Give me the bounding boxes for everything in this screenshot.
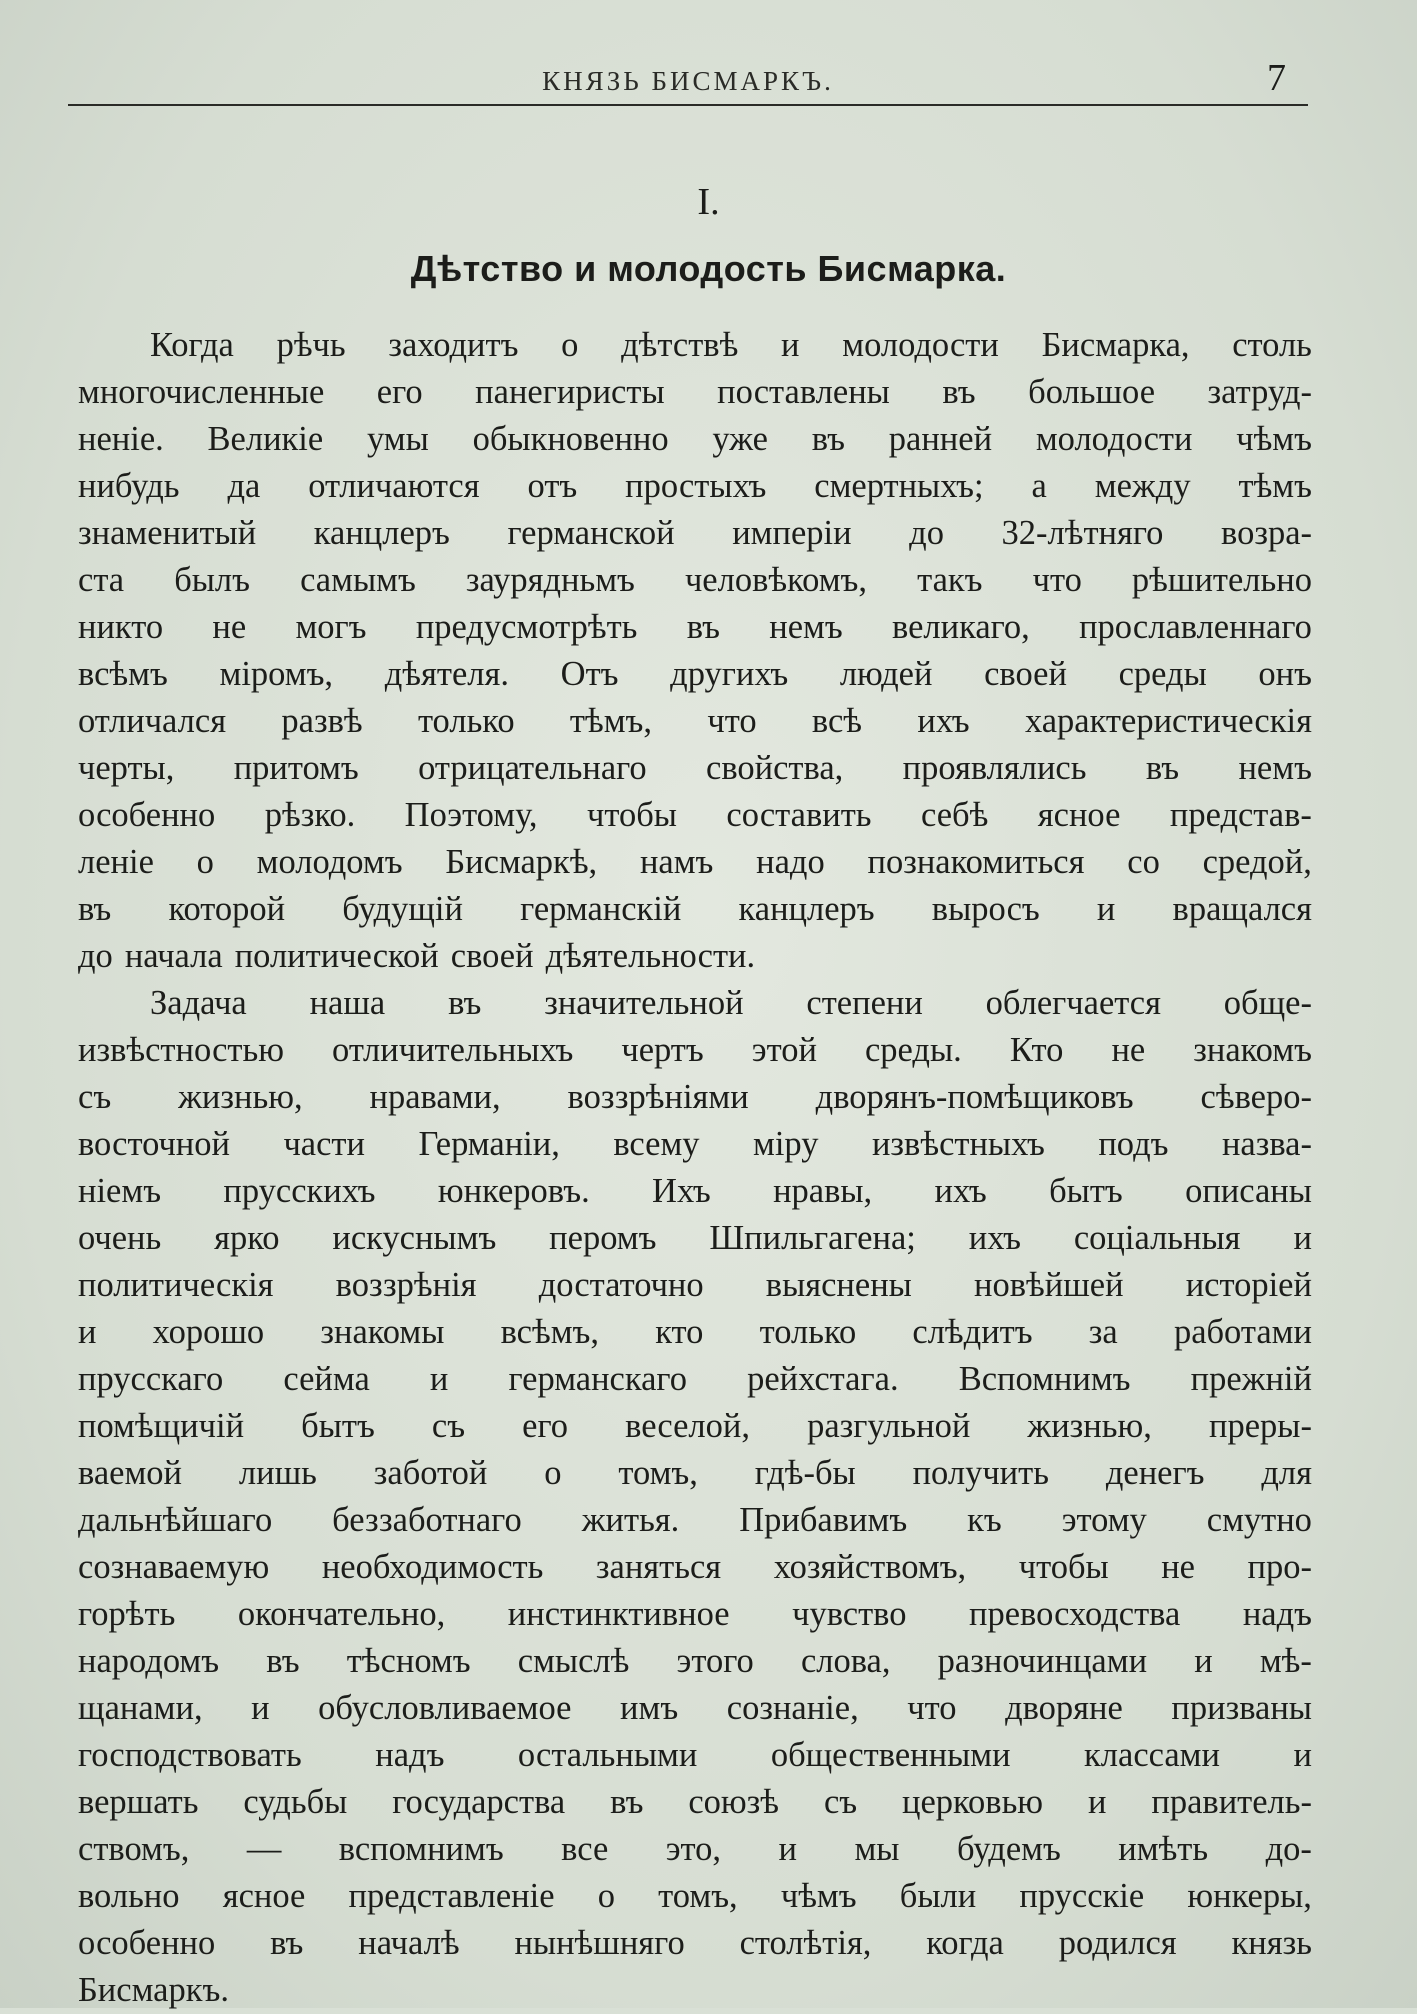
text-line: господствовать надъ остальными общественными классами и bbox=[78, 1736, 1312, 1774]
text-line: ста былъ самымъ заурядньмъ человѣкомъ, такъ что рѣшительно bbox=[78, 561, 1312, 599]
text-line: многочисленные его панегиристы поставлены въ большое затруд- bbox=[78, 373, 1312, 411]
text-line: и хорошо знакомы всѣмъ, кто только слѣдитъ за работами bbox=[78, 1313, 1312, 1351]
text-line: дальнѣйшаго беззаботнаго житья. Прибавимъ къ этому смутно bbox=[78, 1501, 1312, 1539]
text-line: народомъ въ тѣсномъ смыслѣ этого слова, разночинцами и мѣ- bbox=[78, 1642, 1312, 1680]
text-line: до начала политической своей дѣятельности. bbox=[78, 937, 756, 975]
chapter-title: Дѣтство и молодость Бисмарка. bbox=[410, 248, 1007, 289]
text-line: политическія воззрѣнія достаточно выяснены новѣйшей исторіей bbox=[78, 1266, 1312, 1304]
text-line: горѣть окончательно, инстинктивное чувство превосходства надъ bbox=[78, 1595, 1312, 1633]
text-line: черты, притомъ отрицательнаго свойства, проявлялись въ немъ bbox=[78, 749, 1312, 787]
text-line: ствомъ, — вспомнимъ все это, и мы будемъ имѣть до- bbox=[78, 1830, 1312, 1868]
body-text bbox=[78, 322, 1312, 2014]
text-line: никто не могъ предусмотрѣть въ немъ великаго, прославленнаго bbox=[78, 608, 1312, 646]
text-line: всѣмъ міромъ, дѣятеля. Отъ другихъ людей своей среды онъ bbox=[78, 655, 1312, 693]
page-number: 7 bbox=[1267, 57, 1286, 99]
text-line: извѣстностью отличительныхъ чертъ этой среды. Кто не знакомъ bbox=[78, 1031, 1312, 1069]
text-line: особенно въ началѣ нынѣшняго столѣтія, когда родился князь bbox=[78, 1924, 1312, 1962]
text-line: леніе о молодомъ Бисмаркѣ, намъ надо познакомиться со средой, bbox=[78, 843, 1312, 881]
text-line: сознаваемую необходимость заняться хозяйствомъ, чтобы не про- bbox=[78, 1548, 1312, 1586]
text-line: очень ярко искуснымъ перомъ Шпильгагена; ихъ соціальныя и bbox=[78, 1219, 1312, 1257]
text-line: съ жизнью, нравами, воззрѣніями дворянъ-помѣщиковъ сѣверо- bbox=[78, 1078, 1312, 1116]
chapter-number: I. bbox=[697, 181, 720, 223]
running-title: КНЯЗЬ БИСМАРКЪ. bbox=[542, 66, 834, 96]
text-line: прусскаго сейма и германскаго рейхстага. Вспомнимъ прежній bbox=[78, 1360, 1312, 1398]
text-line: Бисмаркъ. bbox=[78, 1971, 229, 2009]
text-line: въ которой будущій германскій канцлеръ выросъ и вращался bbox=[78, 890, 1312, 928]
text-line: щанами, и обусловливаемое имъ сознаніе, что дворяне призваны bbox=[78, 1689, 1312, 1727]
text-line: восточной части Германіи, всему міру извѣстныхъ подъ назва- bbox=[78, 1125, 1312, 1163]
text-line: Когда рѣчь заходитъ о дѣтствѣ и молодости Бисмарка, столь bbox=[150, 326, 1312, 364]
text-line: особенно рѣзко. Поэтому, чтобы составить себѣ ясное представ- bbox=[78, 796, 1312, 834]
text-line: помѣщичій бытъ съ его веселой, разгульной жизнью, преры- bbox=[78, 1407, 1312, 1445]
text-line: знаменитый канцлеръ германской имперіи до 32-лѣтняго возра- bbox=[78, 514, 1312, 552]
text-line: вершать судьбы государства въ союзѣ съ церковью и правитель- bbox=[78, 1783, 1312, 1821]
text-line: отличался развѣ только тѣмъ, что всѣ ихъ характеристическія bbox=[78, 702, 1312, 740]
text-line: неніе. Великіе умы обыкновенно уже въ ранней молодости чѣмъ bbox=[78, 420, 1312, 458]
text-line: ваемой лишь заботой о томъ, гдѣ-бы получить денегъ для bbox=[78, 1454, 1312, 1492]
text-line: ніемъ прусскихъ юнкеровъ. Ихъ нравы, ихъ бытъ описаны bbox=[78, 1172, 1312, 1210]
text-line: нибудь да отличаются отъ простыхъ смертныхъ; а между тѣмъ bbox=[78, 467, 1312, 505]
text-line: вольно ясное представленіе о томъ, чѣмъ были прусскіе юнкеры, bbox=[78, 1877, 1312, 1915]
text-line: Задача наша въ значительной степени облегчается обще- bbox=[150, 984, 1312, 1022]
running-header bbox=[68, 58, 1308, 106]
